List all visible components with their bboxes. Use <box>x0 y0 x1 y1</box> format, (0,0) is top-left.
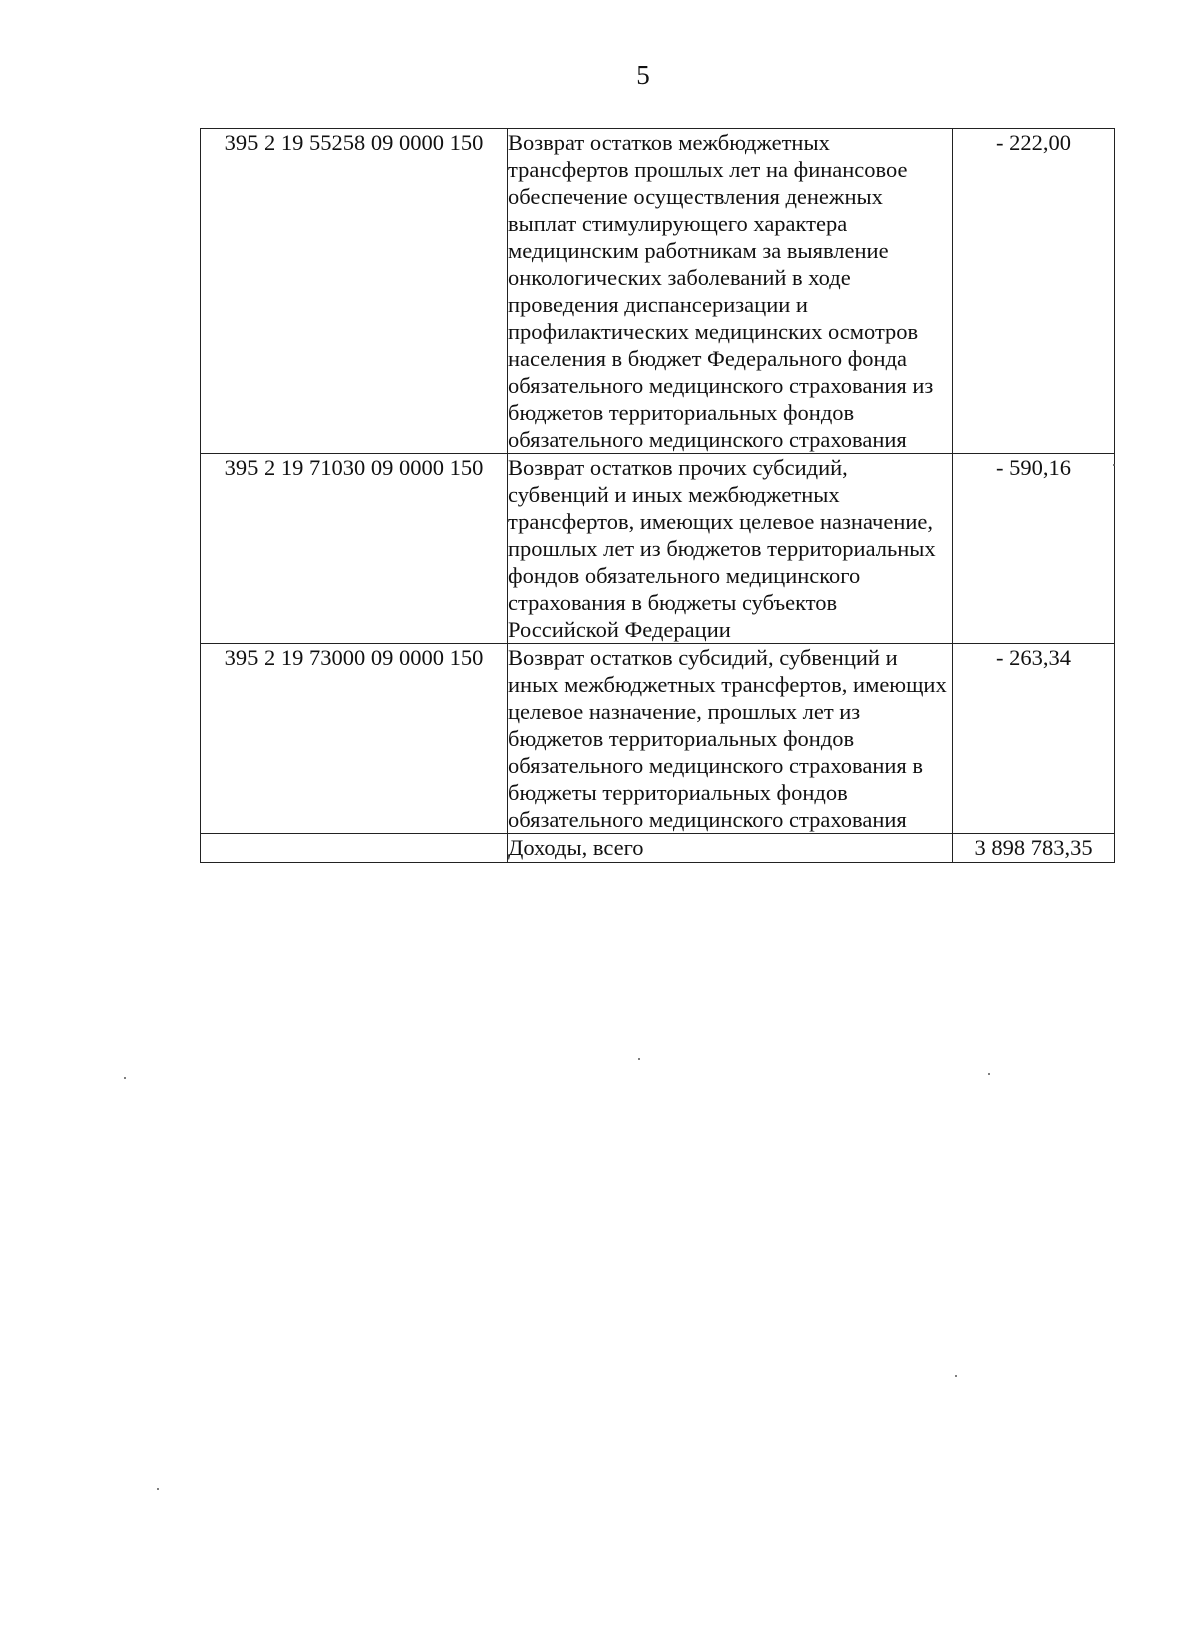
total-label: Доходы, всего <box>508 834 953 863</box>
revenue-description: Возврат остатков субсидий, субвенций и иных межбюджетных трансфертов, имеющих целевое назначение, прошлых лет из бюджетов территориальных фондов обязательного медицинского страхования в бюджеты территориальных фондов обязательного медицинского страхования <box>508 644 953 834</box>
budget-revenue-table <box>200 128 1115 863</box>
revenue-description: Возврат остатков прочих субсидий, субвенций и иных межбюджетных трансфертов, имеющих целевое назначение, прошлых лет из бюджетов территориальных фондов обязательного медицинского страхования в бюджеты субъектов Российской Федерации <box>508 454 953 644</box>
table-row <box>201 454 1115 644</box>
scan-speck <box>988 1073 990 1075</box>
revenue-description: Возврат остатков межбюджетных трансфертов прошлых лет на финансовое обеспечение осуществления денежных выплат стимулирующего характера медицинским работникам за выявление онкологических заболеваний в ходе проведения диспансеризации и профилактических медицинских осмотров населения в бюджет Федерального фонда обязательного медицинского страхования из бюджетов территориальных фондов обязательного медицинского страхования <box>508 129 953 454</box>
revenue-amount: - 590,16 <box>953 454 1115 644</box>
scan-speck <box>955 1375 957 1377</box>
page-number: 5 <box>636 60 650 90</box>
budget-classification-code: 395 2 19 71030 09 0000 150 <box>201 454 508 644</box>
budget-classification-code: 395 2 19 55258 09 0000 150 <box>201 129 508 454</box>
scan-speck <box>124 1077 126 1079</box>
scan-speck <box>157 1488 159 1490</box>
revenue-amount: - 222,00 <box>953 129 1115 454</box>
budget-classification-code: 395 2 19 73000 09 0000 150 <box>201 644 508 834</box>
scan-speck <box>638 1058 640 1060</box>
total-row <box>201 834 1115 863</box>
scan-speck <box>1113 464 1115 466</box>
table-row <box>201 644 1115 834</box>
revenue-amount: - 263,34 <box>953 644 1115 834</box>
table-row <box>201 129 1115 454</box>
total-code-cell <box>201 834 508 863</box>
total-amount: 3 898 783,35 <box>953 834 1115 863</box>
